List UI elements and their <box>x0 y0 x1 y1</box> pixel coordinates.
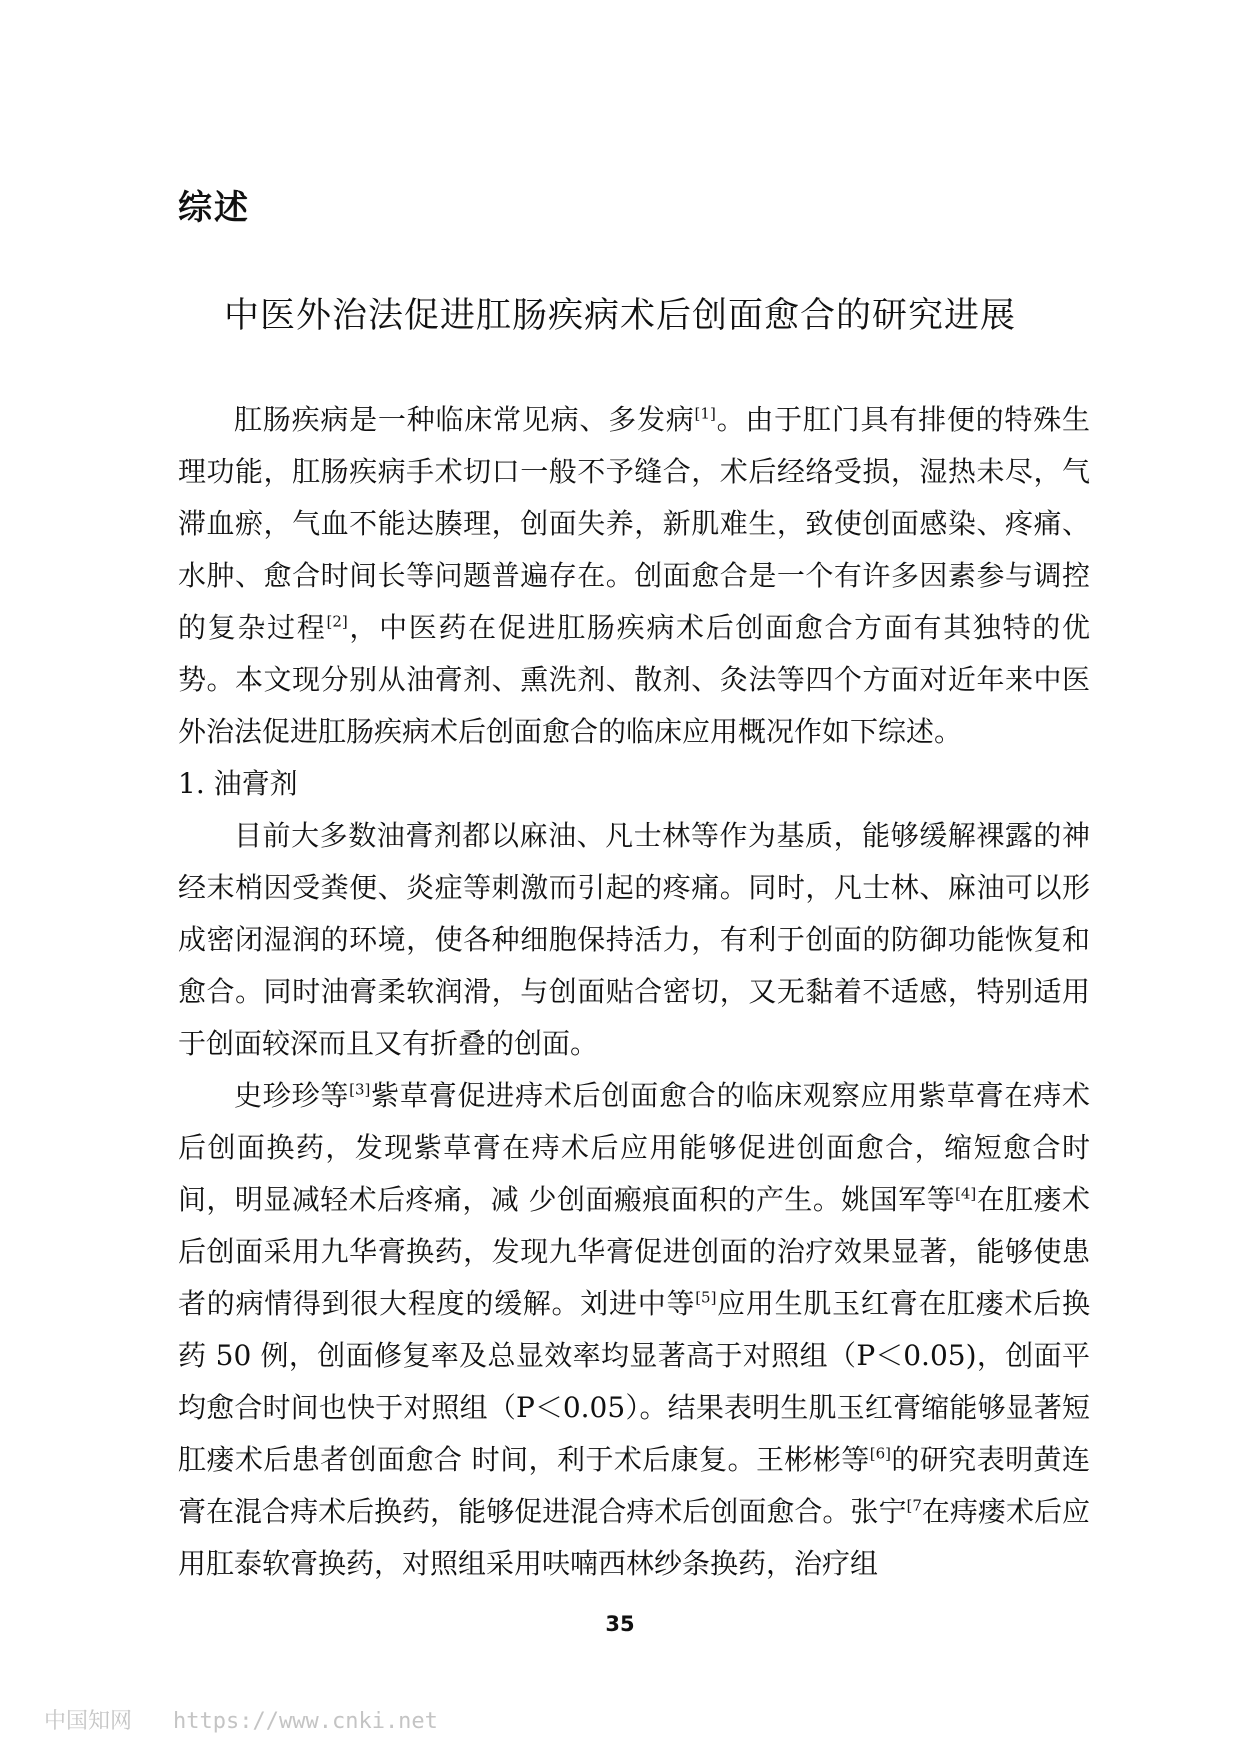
paragraph-text: 目前大多数油膏剂都以麻油、凡士林等作为基质，能够缓解裸露的神经末梢因受粪便、炎症等刺激而引起的疼痛。同时，凡士林、麻油可以形成密闭湿润的环境，使各种细胞保持活力，有利于创面的防御功能恢复和愈合。同时油膏柔软润滑，与创面贴合密切，又无黏着不适感，特别适用于创面较深而且又有折叠的创面。 <box>178 819 1090 1060</box>
citation-ref: [4] <box>955 1184 977 1203</box>
intro-paragraph <box>178 394 1090 758</box>
paragraph-text: ，中医药在促进肛肠疾病术后创面愈合方面有其独特的优势。本文现分别从油膏剂、熏洗剂、散剂、灸法等四个方面对近年来中医外治法促进肛肠疾病术后创面愈合的临床应用概况作如下综述。 <box>178 611 1090 748</box>
watermark-url: https://www.cnki.net <box>173 1709 438 1734</box>
paragraph-text: 。由于肛门具有排便的特殊生理功能，肛肠疾病手术切口一般不予缝合，术后经络受损，湿热未尽，气滞血瘀，气血不能达腠理，创面失养，新肌难生，致使创面感染、疼痛、水肿、愈合时间长等问题普遍存在。创面愈合是一个有许多因素参与调控的复杂过程 <box>178 403 1090 644</box>
article-title: 中医外治法促进肛肠疾病术后创面愈合的研究进展 <box>223 296 1016 336</box>
citation-ref: [1] <box>694 404 716 423</box>
citation-ref: [3] <box>349 1080 371 1099</box>
paragraph-text: 史珍珍等 <box>234 1079 350 1112</box>
citation-ref: [6] <box>869 1444 891 1463</box>
cnki-watermark <box>44 1704 438 1735</box>
citation-ref: [7 <box>906 1496 922 1515</box>
paragraph-text: 肛肠疾病是一种临床常见病、多发病 <box>234 403 695 436</box>
paragraph-text: 在肛瘘术后创面采用九华膏换药，发现九华膏促进创面的治疗效果显著，能够使患者的病情得到很大程度的缓解。刘进中等 <box>178 1183 1090 1320</box>
citation-ref: [5] <box>695 1288 717 1307</box>
ointment-studies-paragraph <box>178 1070 1090 1590</box>
page-number: 35 <box>605 1612 635 1636</box>
paragraph-text: 在痔瘘术后应用肛泰软膏换药，对照组采用呋喃西林纱条换药，治疗组 <box>178 1495 1090 1580</box>
paragraph-text: 应用生肌玉红膏在肛瘘术后换药 50 例，创面修复率及总显效率均显著高于对照组（P＜0.05)，创面平均愈合时间也快于对照组（P＜0.05）。结果表明生肌玉红膏缩能够显著短肛瘘术后患者创面愈合 时间，利于术后康复。王彬彬等 <box>178 1287 1090 1476</box>
paragraph-text: 的研究表明黄连膏在混合痔术后换药，能够促进混合痔术后创面愈合。张宁 <box>178 1443 1090 1528</box>
watermark-brand: 中国知网 <box>44 1709 133 1734</box>
subheading-ointment: 1. 油膏剂 <box>178 767 298 800</box>
paragraph-text: 紫草膏促进痔术后创面愈合的临床观察应用紫草膏在痔术后创面换药，发现紫草膏在痔术后应用能够促进创面愈合，缩短愈合时间，明显减轻术后疼痛，减 少创面瘢痕面积的产生。姚国军等 <box>178 1079 1090 1216</box>
section-heading: 综述 <box>178 188 250 228</box>
ointment-intro-paragraph <box>178 810 1090 1070</box>
citation-ref: [2] <box>326 612 348 631</box>
